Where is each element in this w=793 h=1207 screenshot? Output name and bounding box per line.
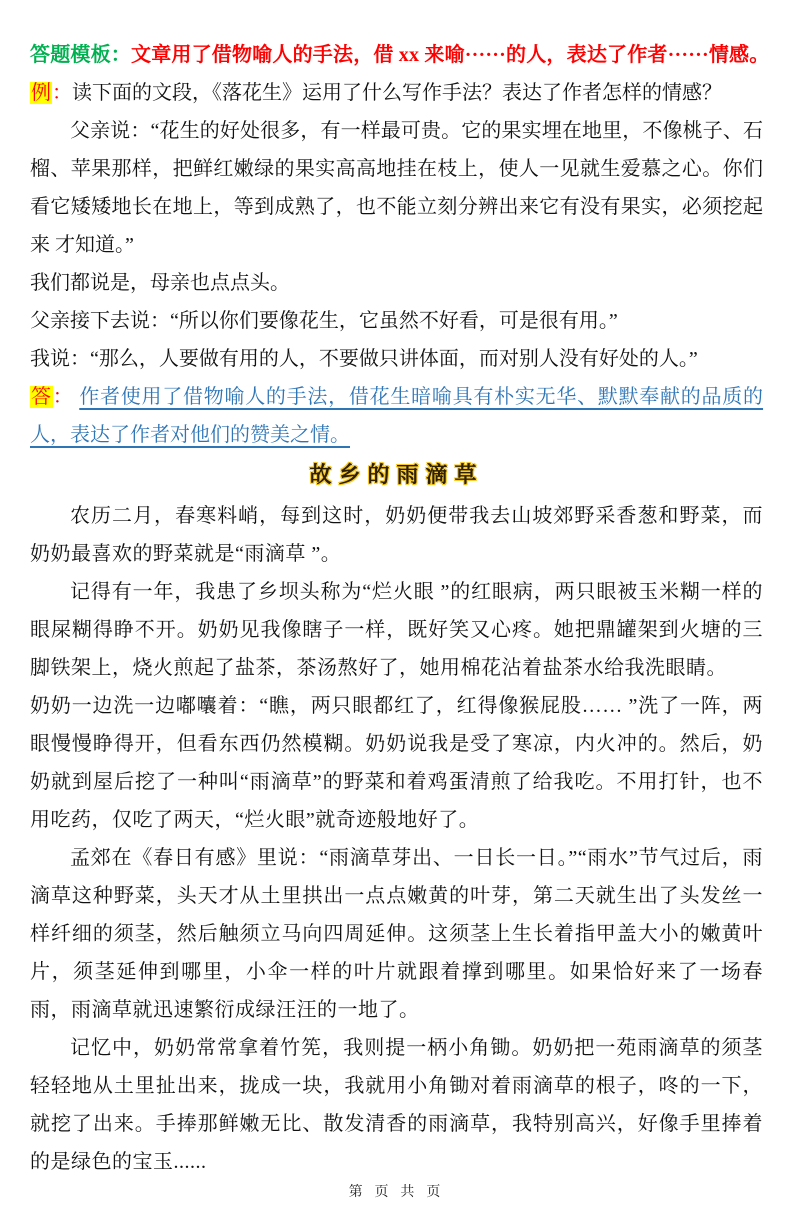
example-question: 读下面的文段，《落花生》运用了什么写作手法？表达了作者怎样的情感？ (72, 82, 722, 104)
page-footer: 第 页 共 页 (348, 1183, 445, 1199)
answer-label: 答 (31, 386, 52, 408)
example-label: 例 (31, 82, 51, 104)
answer-line (30, 378, 763, 454)
answer-template-line (30, 36, 770, 74)
essay-paragraph: 农历二月，春寒料峭，每到这时，奶奶便带我去山坡郊野采香葱和野菜，而奶奶最喜欢的野菜就是“雨滴草 ”。 (30, 505, 763, 565)
passage-paragraph: 我们都说是，母亲也点点头。 (30, 272, 290, 294)
essay-title: 故乡的雨滴草 (309, 462, 484, 487)
template-text: 文章用了借物喻人的手法，借 xx 来喻······的人，表达了作者······情感。 (131, 44, 770, 66)
essay-paragraph: 孟郊在《春日有感》里说：“雨滴草芽出、一日长一日。”“雨水”节气过后，雨滴草这种野菜，头天才从土里拱出一点点嫩黄的叶芽，第二天就生出了头发丝一样纤细的须茎，然后触须立马向四周延伸。这须茎上生长着指甲盖大小的嫩黄叶片，须茎延伸到哪里，小伞一样的叶片就跟着撑到哪里。如果恰好来了一场春雨，雨滴草就迅速繁衍成绿汪汪的一地了。 (30, 847, 763, 1021)
example-separator: ： (52, 82, 72, 104)
passage-paragraph: 父亲说：“花生的好处很多，有一样最可贵。它的果实埋在地里，不像桃子、石榴、苹果那样，把鲜红嫩绿的果实高高地挂在枝上，使人一见就生爱慕之心。你们看它矮矮地长在地上，等到成熟了，也不能立刻分辨出来它有没有果实，必须挖起来 才知道。” (30, 120, 763, 256)
answer-separator: ： (52, 386, 74, 408)
answer-text: 作者使用了借物喻人的手法，借花生暗喻具有朴实无华、默默奉献的品质的人，表达了作者对他们的赞美之情。 (30, 386, 764, 446)
passage-paragraph: 父亲接下去说：“所以你们要像花生，它虽然不好看，可是很有用。” (30, 310, 618, 332)
template-label: 答题模板： (30, 44, 131, 66)
essay-paragraph: 奶奶一边洗一边嘟囔着：“瞧，两只眼都红了，红得像猴屁股…… ”洗了一阵，两眼慢慢睁得开，但看东西仍然模糊。奶奶说我是受了寒凉，内火冲的。然后，奶奶就到屋后挖了一种叫“雨滴草”的野菜和着鸡蛋清煎了给我吃。不用打针，也不用吃药，仅吃了两天，“烂火眼”就奇迹般地好了。 (30, 695, 763, 831)
example-line (30, 74, 763, 112)
passage-paragraph: 我说：“那么，人要做有用的人，不要做只讲体面，而对别人没有好处的人。” (30, 348, 698, 370)
essay-paragraph: 记忆中，奶奶常常拿着竹筅，我则提一柄小角锄。奶奶把一苑雨滴草的须茎轻轻地从土里扯出来，拢成一块，我就用小角锄对着雨滴草的根子，咚的一下，就挖了出来。手捧那鲜嫩无比、散发清香的雨滴草，我特别高兴，好像手里捧着的是绿色的宝玉...... (30, 1037, 763, 1173)
essay-paragraph: 记得有一年，我患了乡坝头称为“烂火眼 ”的红眼病，两只眼被玉米糊一样的眼屎糊得睁不开。奶奶见我像瞎子一样，既好笑又心疼。她把鼎罐架到火塘的三脚铁架上，烧火煎起了盐茶，茶汤熬好了，她用棉花沾着盐茶水给我洗眼睛。 (30, 581, 763, 679)
